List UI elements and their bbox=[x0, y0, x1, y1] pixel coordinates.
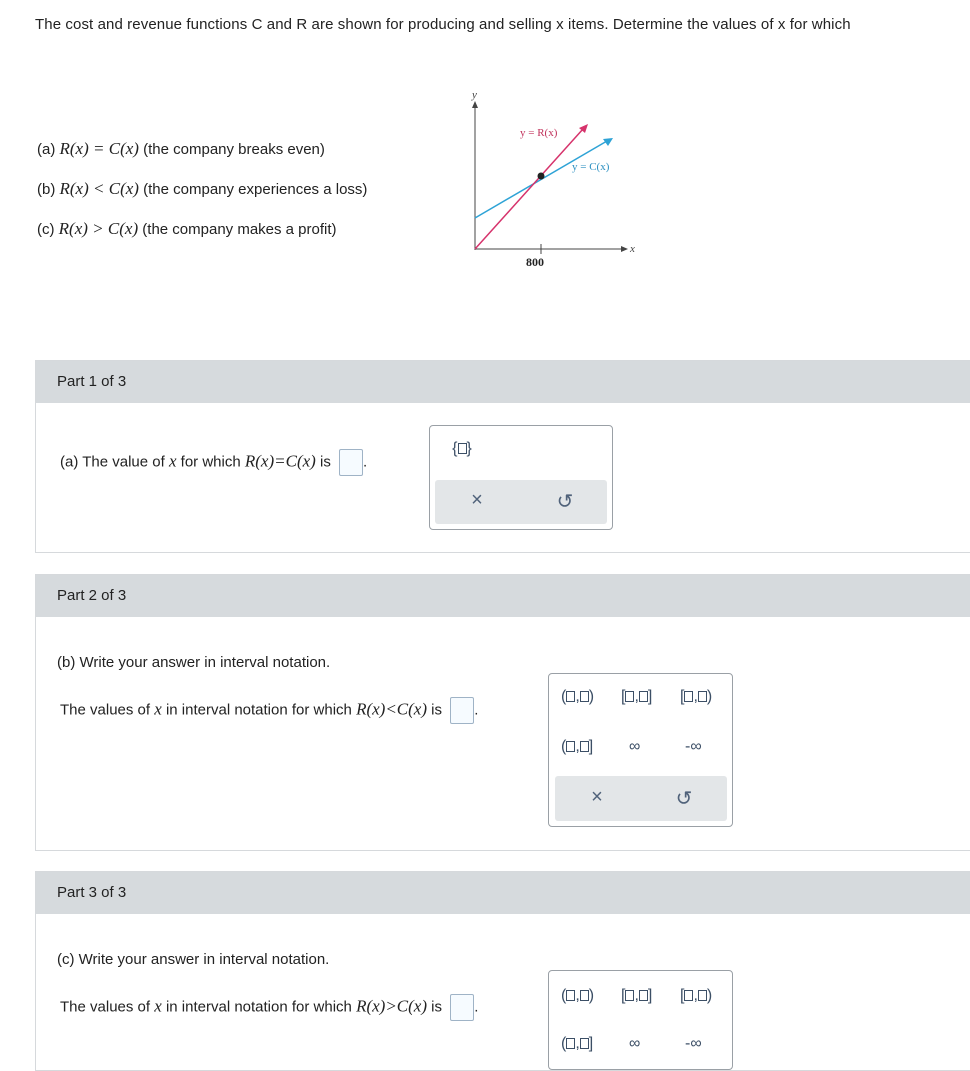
prompt-text: in interval notation for which bbox=[165, 998, 352, 1016]
closed-interval-button[interactable]: [ , ] bbox=[621, 987, 653, 1004]
problem-intro: The cost and revenue functions C and R are shown for producing and selling x items. Determine the values of x for which bbox=[35, 16, 851, 33]
part-2-instruction: (b) Write your answer in interval notation. bbox=[57, 654, 331, 671]
condition-a bbox=[37, 139, 325, 159]
open-interval-button[interactable]: ( , ) bbox=[561, 987, 595, 1004]
part-1-header: Part 1 of 3 bbox=[36, 361, 970, 403]
condition-note: (the company makes a profit) bbox=[142, 221, 337, 238]
palette-actions bbox=[435, 480, 607, 524]
prompt-text: is bbox=[319, 453, 331, 471]
half-open-left-closed-button[interactable]: [ , ) bbox=[680, 987, 713, 1004]
part-2-prompt: The values of x in interval notation for which R(x)<C(x) is . bbox=[60, 697, 478, 724]
condition-note: (the company experiences a loss) bbox=[143, 181, 368, 198]
y-axis-label: y bbox=[472, 89, 477, 101]
prompt-variable: x bbox=[154, 996, 162, 1016]
condition-expression: R(x) < C(x) bbox=[59, 179, 139, 198]
reset-icon[interactable]: ↺ bbox=[556, 491, 574, 513]
revenue-line bbox=[475, 129, 583, 249]
part-2-header: Part 2 of 3 bbox=[36, 575, 970, 617]
prompt-expression: R(x)=C(x) bbox=[244, 451, 316, 471]
cost-revenue-graph bbox=[462, 88, 662, 278]
break-even-point bbox=[538, 173, 545, 180]
answer-input[interactable] bbox=[339, 449, 363, 476]
prompt-text: The values of bbox=[60, 701, 151, 719]
condition-label: (b) bbox=[37, 181, 56, 198]
prompt-variable: x bbox=[154, 699, 162, 719]
condition-label: (c) bbox=[37, 221, 55, 238]
reset-icon[interactable]: ↺ bbox=[675, 788, 693, 810]
revenue-label: y = R(x) bbox=[520, 127, 558, 139]
condition-expression: R(x) > C(x) bbox=[58, 219, 139, 238]
prompt-text: in interval notation for which bbox=[165, 701, 352, 719]
closed-interval-button[interactable]: [ , ] bbox=[621, 688, 653, 705]
condition-note: (the company breaks even) bbox=[143, 141, 325, 158]
part-3-palette bbox=[548, 970, 733, 1070]
y-axis-arrow-icon bbox=[472, 101, 478, 108]
negative-infinity-button[interactable]: -∞ bbox=[685, 738, 702, 755]
x-tick-label: 800 bbox=[526, 255, 544, 269]
half-open-left-closed-button[interactable]: [ , ) bbox=[680, 688, 713, 705]
prompt-expression: R(x)>C(x) bbox=[356, 996, 427, 1016]
infinity-button[interactable]: ∞ bbox=[629, 738, 641, 755]
prompt-expression: R(x)<C(x) bbox=[356, 699, 427, 719]
open-interval-button[interactable]: ( , ) bbox=[561, 688, 595, 705]
x-axis-label: x bbox=[630, 243, 635, 255]
part-1-palette bbox=[429, 425, 613, 530]
answer-input[interactable] bbox=[450, 697, 474, 724]
half-open-right-closed-button[interactable]: ( , ] bbox=[561, 1035, 594, 1052]
part-3-instruction: (c) Write your answer in interval notation. bbox=[57, 951, 330, 968]
cost-label: y = C(x) bbox=[572, 161, 610, 173]
prompt-variable: x bbox=[168, 451, 177, 471]
prompt-text: is bbox=[431, 701, 443, 719]
set-braces-button[interactable]: { } bbox=[452, 440, 472, 457]
negative-infinity-button[interactable]: -∞ bbox=[685, 1035, 702, 1052]
part-3-prompt: The values of x in interval notation for which R(x)>C(x) is . bbox=[60, 994, 478, 1021]
clear-icon[interactable]: × bbox=[471, 489, 483, 511]
part-3 bbox=[35, 871, 970, 1071]
infinity-button[interactable]: ∞ bbox=[629, 1035, 641, 1052]
x-axis-arrow-icon bbox=[621, 246, 628, 252]
prompt-text: The values of bbox=[60, 998, 151, 1016]
condition-expression: R(x) = C(x) bbox=[59, 139, 139, 158]
part-1-prompt: (a) The value of x for which R(x)=C(x) is . bbox=[60, 449, 367, 476]
answer-input[interactable] bbox=[450, 994, 474, 1021]
palette-actions bbox=[555, 776, 727, 821]
condition-label: (a) bbox=[37, 141, 56, 158]
clear-icon[interactable]: × bbox=[591, 786, 603, 808]
part-2-palette bbox=[548, 673, 733, 827]
half-open-right-closed-button[interactable]: ( , ] bbox=[561, 738, 594, 755]
part-2 bbox=[35, 574, 970, 851]
condition-b bbox=[37, 179, 367, 199]
prompt-text: (a) The value of bbox=[60, 453, 165, 471]
prompt-text: for which bbox=[180, 453, 241, 471]
prompt-text: is bbox=[431, 998, 443, 1016]
condition-c bbox=[37, 219, 337, 239]
part-3-header: Part 3 of 3 bbox=[36, 872, 970, 914]
